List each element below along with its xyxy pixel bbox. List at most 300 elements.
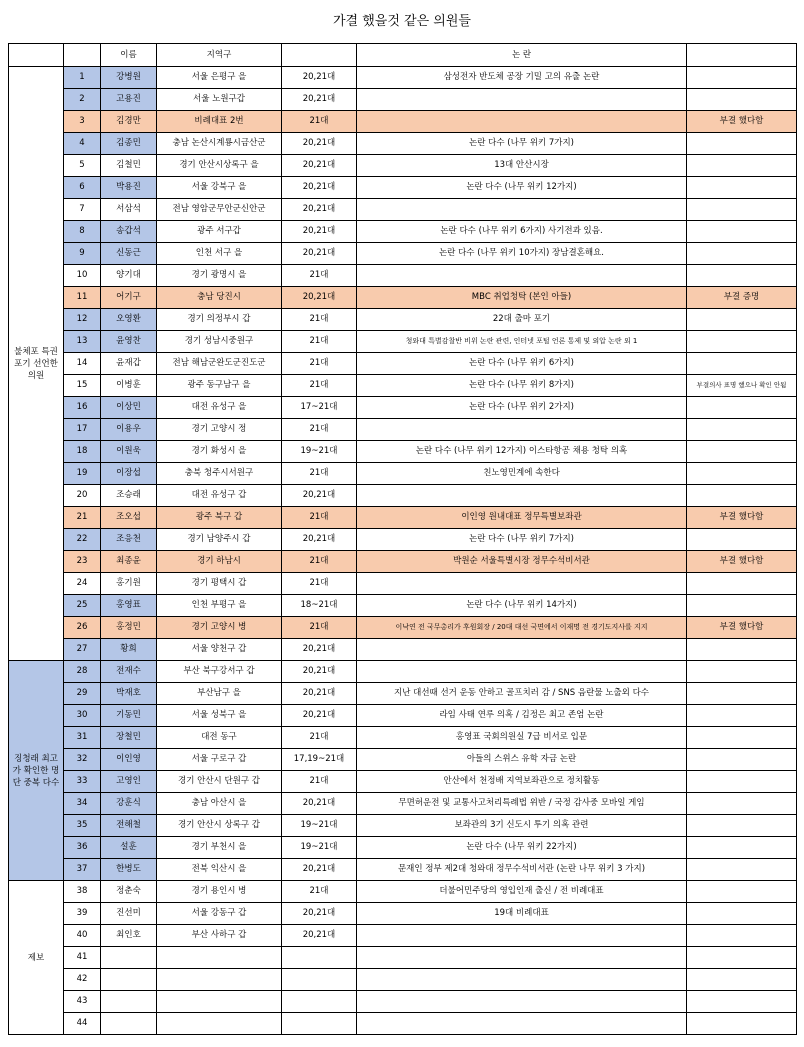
- note: [687, 595, 797, 617]
- note: [687, 705, 797, 727]
- district: 광주 서구갑: [157, 221, 282, 243]
- table-row: [9, 749, 797, 771]
- lawmaker-name: 최인호: [101, 925, 157, 947]
- lawmaker-name: 송갑석: [101, 221, 157, 243]
- table-row: [9, 991, 797, 1013]
- issue: [357, 947, 687, 969]
- lawmaker-name: 신동근: [101, 243, 157, 265]
- lawmaker-name: 김경만: [101, 111, 157, 133]
- term: 20,21대: [282, 529, 357, 551]
- issue: 논란 다수 (나무 위키 7가지): [357, 133, 687, 155]
- district: 비례대표 2번: [157, 111, 282, 133]
- table-row: [9, 573, 797, 595]
- issue: MBC 취업청탁 (본인 아들): [357, 287, 687, 309]
- note: [687, 463, 797, 485]
- issue: 박원순 서울특별시장 정무수석비서관: [357, 551, 687, 573]
- table-row: [9, 67, 797, 89]
- lawmaker-name: 박용진: [101, 177, 157, 199]
- table-row: [9, 595, 797, 617]
- district: 경기 고양시 정: [157, 419, 282, 441]
- issue: 라임 사태 연루 의혹 / 김정은 최고 존엄 논란: [357, 705, 687, 727]
- lawmaker-name: 윤재갑: [101, 353, 157, 375]
- note: [687, 1013, 797, 1035]
- district: 서울 강동구 갑: [157, 903, 282, 925]
- note: [687, 639, 797, 661]
- header-note: [687, 44, 797, 67]
- header-name: 이름: [101, 44, 157, 67]
- district: [157, 991, 282, 1013]
- header-num: [64, 44, 101, 67]
- row-number: 32: [64, 749, 101, 771]
- table-row: [9, 639, 797, 661]
- term: 21대: [282, 507, 357, 529]
- row-number: 18: [64, 441, 101, 463]
- note: [687, 331, 797, 353]
- issue: 논란 다수 (나무 위키 22가지): [357, 837, 687, 859]
- lawmaker-name: 진선미: [101, 903, 157, 925]
- table-row: [9, 375, 797, 397]
- table-row: [9, 969, 797, 991]
- note: [687, 529, 797, 551]
- issue: 보좌관의 3기 신도시 투기 의혹 관련: [357, 815, 687, 837]
- table-row: [9, 947, 797, 969]
- term: 20,21대: [282, 133, 357, 155]
- district: 충남 당진시: [157, 287, 282, 309]
- issue: 논란 다수 (나무 위키 14가지): [357, 595, 687, 617]
- issue: 논란 다수 (나무 위키 10가지) 장남결혼해요.: [357, 243, 687, 265]
- term: 20,21대: [282, 287, 357, 309]
- header-term: [282, 44, 357, 67]
- issue: 아들의 스위스 유학 자금 논란: [357, 749, 687, 771]
- row-number: 36: [64, 837, 101, 859]
- lawmaker-name: 정춘숙: [101, 881, 157, 903]
- issue: 친노영민계에 속한다: [357, 463, 687, 485]
- lawmaker-name: [101, 991, 157, 1013]
- district: 경기 안산시상록구 을: [157, 155, 282, 177]
- term: 21대: [282, 309, 357, 331]
- note: [687, 67, 797, 89]
- district: 서울 강북구 을: [157, 177, 282, 199]
- term: 18~21대: [282, 595, 357, 617]
- term: 21대: [282, 727, 357, 749]
- district: 서울 성북구 을: [157, 705, 282, 727]
- district: 경기 화성시 을: [157, 441, 282, 463]
- note: [687, 881, 797, 903]
- issue: 논란 다수 (나무 위키 6가지) 사기전과 있음.: [357, 221, 687, 243]
- term: 20,21대: [282, 485, 357, 507]
- term: 21대: [282, 353, 357, 375]
- row-number: 10: [64, 265, 101, 287]
- district: 부산 사하구 갑: [157, 925, 282, 947]
- district: 경기 광명시 을: [157, 265, 282, 287]
- term: 21대: [282, 375, 357, 397]
- district: 전북 익산시 을: [157, 859, 282, 881]
- lawmaker-name: 강병원: [101, 67, 157, 89]
- term: 21대: [282, 551, 357, 573]
- note: [687, 441, 797, 463]
- district: 인천 부평구 을: [157, 595, 282, 617]
- issue: 논란 다수 (나무 위키 2가지): [357, 397, 687, 419]
- note: [687, 155, 797, 177]
- table-row: [9, 89, 797, 111]
- term: 19~21대: [282, 837, 357, 859]
- note: 부결 했다함: [687, 507, 797, 529]
- term: 20,21대: [282, 89, 357, 111]
- district: 부산남구 을: [157, 683, 282, 705]
- term: 21대: [282, 881, 357, 903]
- term: 20,21대: [282, 859, 357, 881]
- lawmaker-name: 황희: [101, 639, 157, 661]
- table-row: [9, 837, 797, 859]
- table-row: [9, 133, 797, 155]
- district: 부산 북구강서구 갑: [157, 661, 282, 683]
- row-number: 16: [64, 397, 101, 419]
- table-row: [9, 903, 797, 925]
- header-issue: 논 란: [357, 44, 687, 67]
- table-row: [9, 177, 797, 199]
- table-row: [9, 353, 797, 375]
- row-number: 30: [64, 705, 101, 727]
- row-number: 35: [64, 815, 101, 837]
- term: 21대: [282, 617, 357, 639]
- note: [687, 793, 797, 815]
- lawmaker-name: 홍기원: [101, 573, 157, 595]
- table-row: [9, 111, 797, 133]
- lawmaker-name: 박재호: [101, 683, 157, 705]
- lawmaker-name: 전해철: [101, 815, 157, 837]
- group-label: 징청래 최고가 확인한 명단 중복 다수: [9, 661, 64, 881]
- table-row: [9, 485, 797, 507]
- issue: [357, 639, 687, 661]
- table-row: [9, 221, 797, 243]
- issue: [357, 925, 687, 947]
- header-row: [9, 44, 797, 67]
- group-label: 불체포 특권 포기 선언한 의원: [9, 67, 64, 661]
- note: [687, 265, 797, 287]
- issue: 논란 다수 (나무 위키 8가지): [357, 375, 687, 397]
- note: [687, 133, 797, 155]
- issue: 이인영 원내대표 정무특별보좌관: [357, 507, 687, 529]
- term: 20,21대: [282, 639, 357, 661]
- term: 21대: [282, 265, 357, 287]
- district: 경기 의정부시 갑: [157, 309, 282, 331]
- row-number: 11: [64, 287, 101, 309]
- note: [687, 309, 797, 331]
- lawmaker-name: 조승래: [101, 485, 157, 507]
- table-row: [9, 793, 797, 815]
- term: 20,21대: [282, 155, 357, 177]
- note: [687, 89, 797, 111]
- note: [687, 969, 797, 991]
- table-row: [9, 771, 797, 793]
- term: 20,21대: [282, 925, 357, 947]
- district: 경기 부천시 을: [157, 837, 282, 859]
- district: 충북 청주시서원구: [157, 463, 282, 485]
- term: 20,21대: [282, 683, 357, 705]
- table-row: [9, 881, 797, 903]
- district: 대전 동구: [157, 727, 282, 749]
- issue: [357, 265, 687, 287]
- term: 20,21대: [282, 903, 357, 925]
- district: 전남 해남군완도군진도군: [157, 353, 282, 375]
- issue: 무면허운전 및 교통사고처리특례법 위반 / 국정 감사중 모바일 게임: [357, 793, 687, 815]
- lawmaker-name: 윤영찬: [101, 331, 157, 353]
- note: [687, 397, 797, 419]
- issue: [357, 573, 687, 595]
- table-row: [9, 705, 797, 727]
- term: 20,21대: [282, 793, 357, 815]
- row-number: 31: [64, 727, 101, 749]
- term: 19~21대: [282, 815, 357, 837]
- table-row: [9, 397, 797, 419]
- district: 경기 하남시: [157, 551, 282, 573]
- district: [157, 947, 282, 969]
- issue: 22대 출마 포기: [357, 309, 687, 331]
- district: 광주 동구남구 을: [157, 375, 282, 397]
- group-label: 제보: [9, 881, 64, 1035]
- lawmaker-name: 고용진: [101, 89, 157, 111]
- district: 경기 안산시 단원구 갑: [157, 771, 282, 793]
- note: 부결 했다함: [687, 551, 797, 573]
- term: [282, 969, 357, 991]
- district: 서울 은평구 을: [157, 67, 282, 89]
- note: [687, 221, 797, 243]
- table-row: [9, 419, 797, 441]
- row-number: 13: [64, 331, 101, 353]
- row-number: 39: [64, 903, 101, 925]
- district: 서울 구로구 갑: [157, 749, 282, 771]
- note: 부결 했다함: [687, 617, 797, 639]
- issue: 문재인 정부 제2대 청와대 정무수석비서관 (논란 나무 위키 3 가지): [357, 859, 687, 881]
- table-row: [9, 925, 797, 947]
- lawmaker-name: 설훈: [101, 837, 157, 859]
- district: 경기 안산시 상록구 갑: [157, 815, 282, 837]
- note: 부결 했다함: [687, 111, 797, 133]
- term: [282, 947, 357, 969]
- issue: [357, 111, 687, 133]
- term: 21대: [282, 111, 357, 133]
- table-row: [9, 661, 797, 683]
- table-row: [9, 617, 797, 639]
- table-row: [9, 199, 797, 221]
- lawmaker-name: 고영인: [101, 771, 157, 793]
- table-row: [9, 243, 797, 265]
- issue: 안산에서 천정배 지역보좌관으로 정치활동: [357, 771, 687, 793]
- row-number: 3: [64, 111, 101, 133]
- lawmaker-name: 최종윤: [101, 551, 157, 573]
- note: [687, 573, 797, 595]
- term: 17~21대: [282, 397, 357, 419]
- district: 인천 서구 을: [157, 243, 282, 265]
- lawmaker-name: 장철민: [101, 727, 157, 749]
- note: [687, 485, 797, 507]
- note: [687, 661, 797, 683]
- district: 경기 남양주시 갑: [157, 529, 282, 551]
- row-number: 34: [64, 793, 101, 815]
- note: [687, 177, 797, 199]
- row-number: 12: [64, 309, 101, 331]
- lawmaker-name: 조응천: [101, 529, 157, 551]
- note: [687, 243, 797, 265]
- lawmaker-name: 홍정민: [101, 617, 157, 639]
- row-number: 17: [64, 419, 101, 441]
- note: [687, 815, 797, 837]
- table-row: [9, 727, 797, 749]
- row-number: 43: [64, 991, 101, 1013]
- term: 20,21대: [282, 177, 357, 199]
- lawmaker-name: 이용우: [101, 419, 157, 441]
- issue: 청와대 특별감찰반 비위 논란 관련, 인터넷 포털 언론 통제 및 외압 논란 외 1: [357, 331, 687, 353]
- row-number: 26: [64, 617, 101, 639]
- table-row: [9, 507, 797, 529]
- lawmaker-name: 이장섭: [101, 463, 157, 485]
- note: 부결의사 표명 했으나 확인 안됨: [687, 375, 797, 397]
- row-number: 38: [64, 881, 101, 903]
- lawmakers-table: [8, 43, 797, 1035]
- row-number: 23: [64, 551, 101, 573]
- issue: [357, 969, 687, 991]
- table-row: [9, 441, 797, 463]
- table-row: [9, 309, 797, 331]
- term: [282, 1013, 357, 1035]
- lawmaker-name: 전재수: [101, 661, 157, 683]
- issue: [357, 89, 687, 111]
- issue: [357, 485, 687, 507]
- row-number: 15: [64, 375, 101, 397]
- row-number: 37: [64, 859, 101, 881]
- row-number: 28: [64, 661, 101, 683]
- table-row: [9, 1013, 797, 1035]
- district: 서울 노원구갑: [157, 89, 282, 111]
- issue: [357, 661, 687, 683]
- term: 20,21대: [282, 199, 357, 221]
- row-number: 44: [64, 1013, 101, 1035]
- issue: 논란 다수 (나무 위키 7가지): [357, 529, 687, 551]
- district: 서울 양천구 갑: [157, 639, 282, 661]
- lawmaker-name: 조오섭: [101, 507, 157, 529]
- row-number: 29: [64, 683, 101, 705]
- header-district: 지역구: [157, 44, 282, 67]
- table-row: [9, 287, 797, 309]
- term: [282, 991, 357, 1013]
- lawmaker-name: 이병훈: [101, 375, 157, 397]
- district: 경기 용인시 병: [157, 881, 282, 903]
- term: 19~21대: [282, 441, 357, 463]
- note: [687, 947, 797, 969]
- row-number: 4: [64, 133, 101, 155]
- issue: 삼성전자 반도체 공장 기밀 고의 유출 논란: [357, 67, 687, 89]
- row-number: 20: [64, 485, 101, 507]
- note: [687, 991, 797, 1013]
- table-row: [9, 265, 797, 287]
- lawmaker-name: 김종민: [101, 133, 157, 155]
- note: [687, 859, 797, 881]
- term: 17,19~21대: [282, 749, 357, 771]
- page-title: 가결 했을것 같은 의원들: [333, 14, 471, 29]
- row-number: 21: [64, 507, 101, 529]
- issue: 논란 다수 (나무 위키 6가지): [357, 353, 687, 375]
- issue: [357, 419, 687, 441]
- row-number: 25: [64, 595, 101, 617]
- issue: 홍영표 국회의원실 7급 비서로 입문: [357, 727, 687, 749]
- note: [687, 771, 797, 793]
- row-number: 42: [64, 969, 101, 991]
- row-number: 22: [64, 529, 101, 551]
- district: 충남 논산시계룡시금산군: [157, 133, 282, 155]
- term: 20,21대: [282, 243, 357, 265]
- row-number: 1: [64, 67, 101, 89]
- district: 대전 유성구 갑: [157, 485, 282, 507]
- lawmaker-name: 홍영표: [101, 595, 157, 617]
- note: [687, 353, 797, 375]
- row-number: 27: [64, 639, 101, 661]
- lawmaker-name: 이원욱: [101, 441, 157, 463]
- table-row: [9, 331, 797, 353]
- term: 21대: [282, 463, 357, 485]
- lawmaker-name: 어기구: [101, 287, 157, 309]
- table-row: [9, 859, 797, 881]
- district: [157, 969, 282, 991]
- table-row: [9, 155, 797, 177]
- lawmaker-name: [101, 1013, 157, 1035]
- district: 경기 성남시중원구: [157, 331, 282, 353]
- lawmaker-name: 양기대: [101, 265, 157, 287]
- term: 20,21대: [282, 67, 357, 89]
- issue: 더불어민주당의 영입인재 출신 / 전 비례대표: [357, 881, 687, 903]
- note: [687, 925, 797, 947]
- district: 전남 영암군무안군신안군: [157, 199, 282, 221]
- note: [687, 727, 797, 749]
- lawmaker-name: [101, 947, 157, 969]
- district: 경기 고양시 병: [157, 617, 282, 639]
- row-number: 33: [64, 771, 101, 793]
- row-number: 7: [64, 199, 101, 221]
- issue: [357, 991, 687, 1013]
- row-number: 9: [64, 243, 101, 265]
- issue: [357, 199, 687, 221]
- row-number: 14: [64, 353, 101, 375]
- issue: [357, 1013, 687, 1035]
- term: 21대: [282, 573, 357, 595]
- lawmaker-name: 오영환: [101, 309, 157, 331]
- row-number: 6: [64, 177, 101, 199]
- lawmaker-name: 이상민: [101, 397, 157, 419]
- row-number: 5: [64, 155, 101, 177]
- lawmaker-name: [101, 969, 157, 991]
- table-row: [9, 683, 797, 705]
- term: 20,21대: [282, 661, 357, 683]
- note: [687, 837, 797, 859]
- district: 경기 평택시 갑: [157, 573, 282, 595]
- note: [687, 683, 797, 705]
- row-number: 41: [64, 947, 101, 969]
- note: [687, 903, 797, 925]
- district: 광주 북구 갑: [157, 507, 282, 529]
- term: 20,21대: [282, 221, 357, 243]
- district: [157, 1013, 282, 1035]
- row-number: 40: [64, 925, 101, 947]
- row-number: 19: [64, 463, 101, 485]
- issue: 13대 안산시장: [357, 155, 687, 177]
- issue: 이낙연 전 국무총리가 후원회장 / 20대 대선 국면에서 이재명 전 경기도지사를 지지: [357, 617, 687, 639]
- table-row: [9, 529, 797, 551]
- issue: 논란 다수 (나무 위키 12가지) 이스타항공 채용 청탁 의혹: [357, 441, 687, 463]
- table-row: [9, 551, 797, 573]
- row-number: 8: [64, 221, 101, 243]
- term: 21대: [282, 419, 357, 441]
- lawmaker-name: 이인영: [101, 749, 157, 771]
- term: 21대: [282, 331, 357, 353]
